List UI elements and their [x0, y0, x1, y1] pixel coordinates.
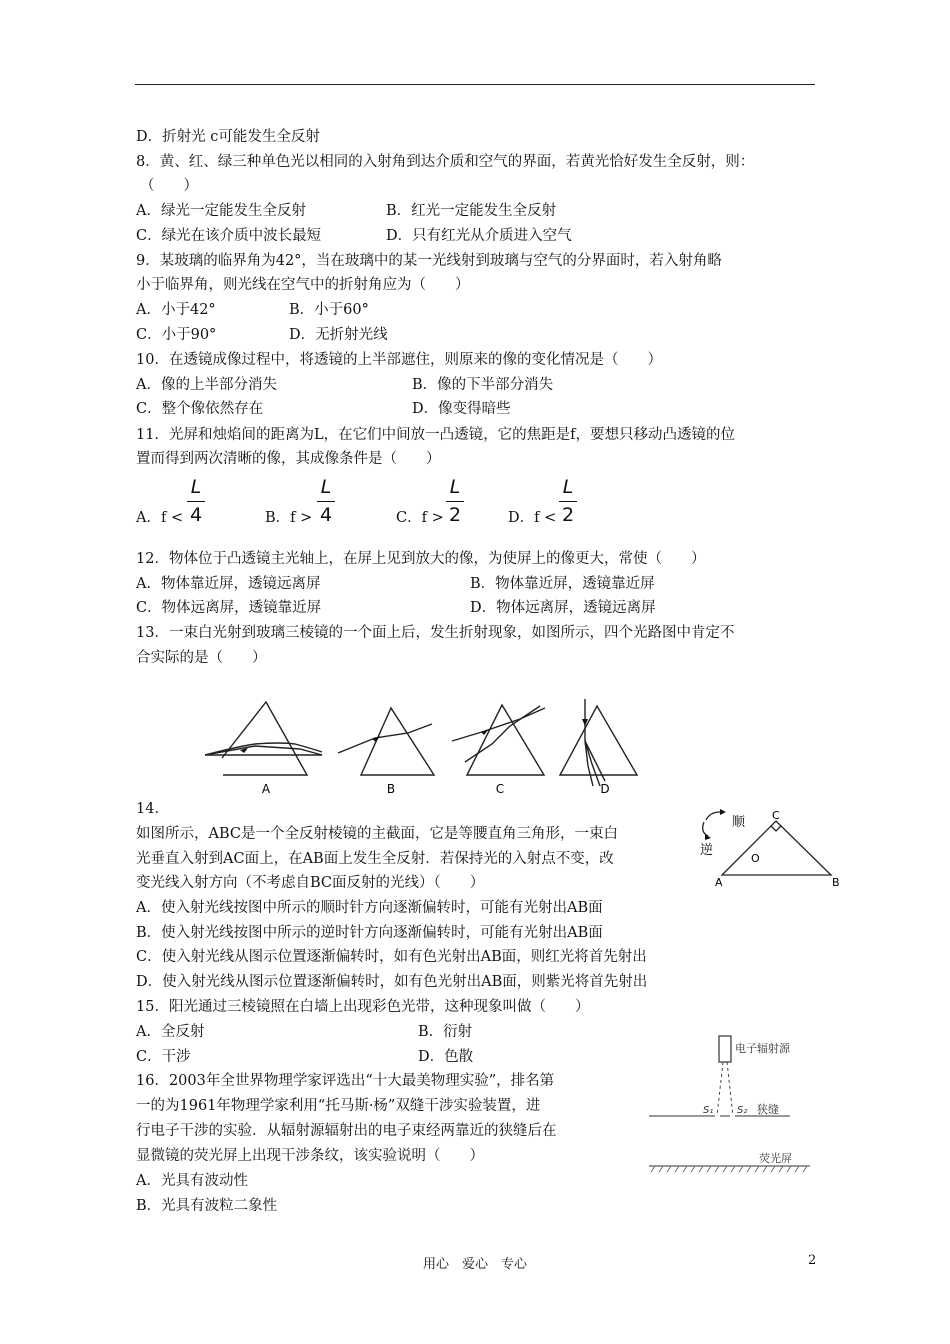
q16-stem-2: 一的为1961年物理学家利用“托马斯·杨”双缝干涉实验装置，进: [136, 1098, 541, 1114]
q10-option-b: B．像的下半部分消失: [412, 377, 554, 393]
header-rule: [135, 84, 815, 85]
q8-option-d: D．只有红光从介质进入空气: [386, 228, 572, 244]
prism-a: [222, 702, 307, 775]
q11-stem-1: 11．光屏和烛焰间的距离为L，在它们中间放一凸透镜，它的焦距是f，要想只移动凸透镜的位: [136, 427, 735, 443]
q10-option-a: A．像的上半部分消失: [136, 377, 277, 393]
q11-option-b: B．f >: [265, 510, 313, 526]
q8-answer-blank: （ ）: [140, 178, 198, 194]
reflector-label-a: A: [715, 876, 723, 889]
q8-option-b: B．红光一定能发生全反射: [386, 203, 557, 219]
electron-source: [719, 1036, 731, 1062]
q11-option-c: C．f >: [396, 510, 444, 526]
reflector-label-o: O: [751, 852, 760, 865]
reflector-label-c: C: [772, 809, 780, 822]
q15-option-d: D．色散: [418, 1049, 474, 1065]
q10-stem: 10．在透镜成像过程中，将透镜的上半部遮住，则原来的像的变化情况是（ ）: [136, 352, 662, 368]
q8-option-a: A．绿光一定能发生全反射: [136, 203, 306, 219]
q16-stem-3: 行电子干涉的实验．从辐射源辐射出的电子束经两靠近的狭缝后在: [136, 1123, 557, 1139]
q14-option-b: B．使入射光线按图中所示的逆时针方向逐渐偏转时，可能有光射出AB面: [136, 925, 603, 941]
counterclockwise-label: 逆: [700, 843, 714, 858]
q10-option-d: D．像变得暗些: [412, 401, 511, 417]
q11-stem-2: 置而得到两次清晰的像，其成像条件是（ ）: [136, 451, 441, 467]
prism-label-a: A: [261, 782, 271, 796]
q14-number: 14．: [136, 801, 169, 817]
q9-stem-2: 小于临界角，则光线在空气中的折射角应为（ ）: [136, 277, 470, 293]
double-slit-figure: [645, 1034, 815, 1174]
q14-option-a: A．使入射光线按图中所示的顺时针方向逐渐偏转时，可能有光射出AB面: [136, 900, 603, 916]
q9-option-c: C．小于90°: [136, 327, 217, 343]
prism-d: [560, 706, 637, 775]
prism-label-d: D: [600, 782, 610, 796]
q15-option-c: C．干涉: [136, 1049, 191, 1065]
q16-stem-1: 16．2003年全世界物理学家评选出“十大最美物理实验”，排名第: [136, 1073, 555, 1089]
page-footer: 用心 爱心 专心: [422, 1257, 527, 1272]
q15-option-a: A．全反射: [136, 1024, 205, 1040]
q16-stem-4: 显微镜的荧光屏上出现干涉条纹，该实验说明（ ）: [136, 1148, 484, 1164]
q14-stem-2: 光垂直入射到AC面上，在AB面上发生全反射．若保持光的入射点不变，改: [136, 851, 614, 867]
q13-stem-1: 13．一束白光射到玻璃三棱镜的一个面上后，发生折射现象，如图所示，四个光路图中肯定不: [136, 625, 735, 641]
q11-fraction-b: L 4: [316, 476, 336, 526]
q9-stem-1: 9．某玻璃的临界角为42°，当在玻璃中的某一光线射到玻璃与空气的分界面时，若入射角略: [136, 253, 722, 269]
screen-label: 荧光屏: [759, 1152, 792, 1165]
slit-label: 狭缝: [757, 1103, 779, 1116]
q13-stem-2: 合实际的是（ ）: [136, 650, 267, 666]
q8-stem: 8．黄、红、绿三种单色光以相同的入射角到达介质和空气的界面，若黄光恰好发生全反射，则：: [136, 154, 755, 170]
q11-fraction-d: L 2: [558, 476, 578, 526]
q14-option-d: D．使入射光线从图示位置逐渐偏转时，如有色光射出AB面，则紫光将首先射出: [136, 974, 648, 990]
reflector-prism-figure: [696, 806, 856, 890]
page-number: 2: [808, 1253, 817, 1268]
clockwise-label: 顺: [732, 815, 746, 830]
q14-stem-1: 如图所示，ABC是一个全反射棱镜的主截面，它是等腰直角三角形，一束白: [136, 826, 618, 842]
q11-fraction-a: L 4: [186, 476, 206, 526]
q16-option-b: B．光具有波粒二象性: [136, 1198, 278, 1214]
prism-figures: [200, 686, 640, 798]
q9-option-a: A．小于42°: [136, 302, 216, 318]
q12-option-c: C．物体远离屏，透镜靠近屏: [136, 600, 322, 616]
q12-option-d: D．物体远离屏，透镜远离屏: [470, 600, 656, 616]
q14-option-c: C．使入射光线从图示位置逐渐偏转时，如有色光射出AB面，则红光将首先射出: [136, 949, 647, 965]
q10-option-c: C．整个像依然存在: [136, 401, 264, 417]
reflector-label-b: B: [832, 876, 840, 889]
prism-label-b: B: [386, 782, 396, 796]
q8-option-c: C．绿光在该介质中波长最短: [136, 228, 322, 244]
q15-stem: 15．阳光通过三棱镜照在白墙上出现彩色光带，这种现象叫做（ ）: [136, 999, 590, 1015]
prism-c: [467, 705, 544, 775]
q9-option-d: D．无折射光线: [289, 327, 388, 343]
slit-s2-label: S₂: [737, 1105, 748, 1116]
q16-option-a: A．光具有波动性: [136, 1173, 248, 1189]
q12-option-a: A．物体靠近屏，透镜远离屏: [136, 576, 321, 592]
q11-option-a: A．f <: [136, 510, 184, 526]
slit-s1-label: S₁: [703, 1105, 714, 1116]
source-label: 电子辐射源: [735, 1042, 790, 1055]
q11-fraction-c: L 2: [445, 476, 465, 526]
q9-option-b: B．小于60°: [289, 302, 369, 318]
q15-option-b: B．衍射: [418, 1024, 473, 1040]
q7-option-d: D．折射光 c可能发生全反射: [136, 129, 320, 145]
prism-label-c: C: [495, 782, 505, 796]
q12-stem: 12．物体位于凸透镜主光轴上，在屏上见到放大的像，为使屏上的像更大，常使（ ）: [136, 551, 706, 567]
prism-b: [361, 708, 434, 775]
q14-stem-3: 变光线入射方向（不考虑自BC面反射的光线）（ ）: [136, 875, 485, 891]
q12-option-b: B．物体靠近屏，透镜靠近屏: [470, 576, 655, 592]
q11-option-d: D．f <: [508, 510, 557, 526]
